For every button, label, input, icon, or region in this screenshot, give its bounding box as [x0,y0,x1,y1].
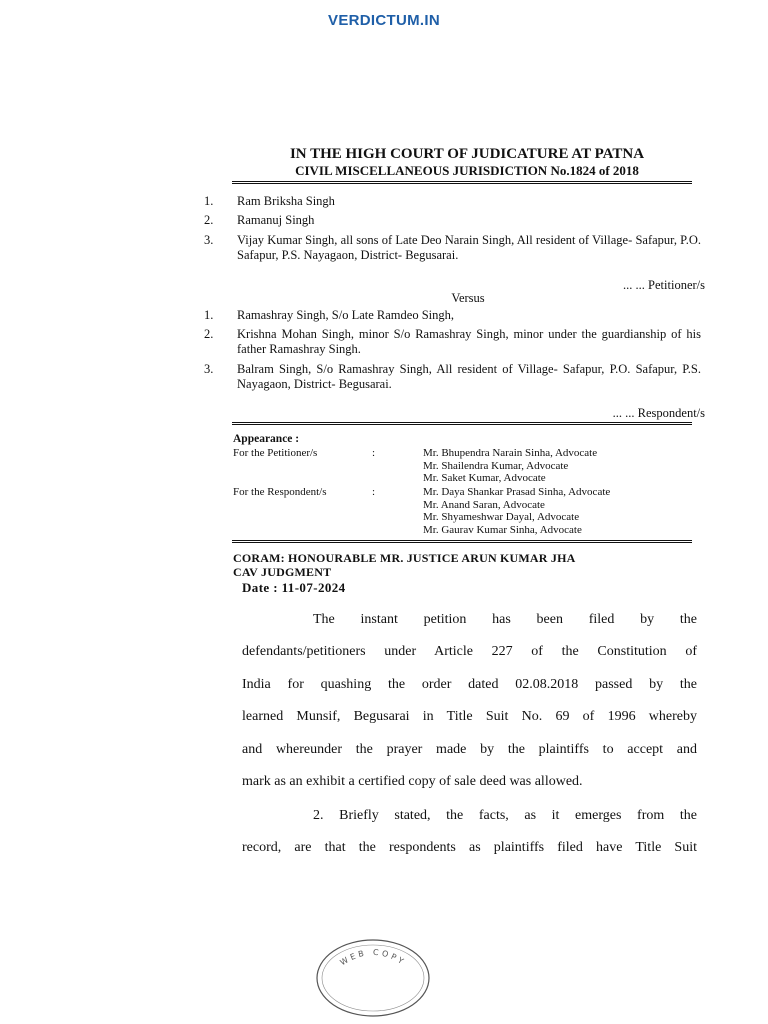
respondent-role: ... ... Respondent/s [612,406,705,420]
stamp-seal-icon [314,934,432,1018]
stamp-text: WEB COPY [338,947,408,968]
petitioner-role: ... ... Petitioner/s [623,278,705,292]
petitioner-number: 2. [204,213,214,227]
paragraph-line: learned Munsif, Begusarai in Title Suit No. 69 of 1996 whereby [242,709,697,725]
respondent-item [204,327,704,357]
advocate-name: Mr. Shailendra Kumar, Advocate [423,459,569,472]
petitioner-item [204,194,704,209]
petitioner-advocates [423,447,597,485]
petitioner-counsel-label: For the Petitioner/s [233,447,318,459]
advocate-name: Mr. Daya Shankar Prasad Sinha, Advocate [423,486,611,498]
respondent-number: 3. [204,362,214,376]
petitioner-item [204,233,704,263]
advocate-name: Mr. Shyameshwar Dayal, Advocate [423,511,580,524]
respondent-number: 2. [204,327,214,341]
site-name: VERDICTUM.IN [328,12,440,29]
colon-separator: : [372,486,376,498]
court-title: IN THE HIGH COURT OF JUDICATURE AT PATNA [289,146,645,162]
appearance-heading: Appearance : [233,433,300,445]
advocate-name: Mr. Anand Saran, Advocate [423,498,545,511]
petitioner-name: Ramanuj Singh [237,213,315,227]
coram: CORAM: HONOURABLE MR. JUSTICE ARUN KUMAR JHA [233,551,576,565]
respondent-item [204,308,704,323]
petitioner-name: Vijay Kumar Singh, all sons of Late Deo Narain Singh, All resident of Village- Safapur, P.O. Safapur, P.S. Nayagaon, District- Begusarai. [237,233,701,262]
paragraph-line: The instant petition has been filed by the [313,612,697,627]
respondent-name: Balram Singh, S/o Ramashray Singh, All resident of Village- Safapur, P.O. Safapur, P.S. Nayagaon, District- Begusarai. [237,362,701,391]
web-copy-stamp [314,934,432,1018]
respondent-item [204,362,704,392]
petitioner-number: 1. [204,194,214,208]
versus-label: Versus [451,291,485,305]
respondent-number: 1. [204,308,214,322]
advocate-name: Mr. Saket Kumar, Advocate [423,472,546,485]
respondent-advocates [423,486,610,537]
case-title: CIVIL MISCELLANEOUS JURISDICTION No.1824 of 2018 [295,163,639,178]
judgment-paragraph-2 [242,800,697,865]
paragraph-line: mark as an exhibit a certified copy of sale deed was allowed. [242,774,583,790]
colon-separator: : [372,447,376,459]
divider [232,181,692,184]
judgment-date: Date : 11-07-2024 [242,580,346,595]
petitioner-name: Ram Briksha Singh [237,194,335,208]
paragraph-line: and whereunder the prayer made by the plaintiffs to accept and [242,741,697,757]
paragraph-line: 2. Briefly stated, the facts, as it emerges from the [313,808,697,823]
paragraph-line: defendants/petitioners under Article 227 of the Constitution of [242,644,697,660]
advocate-name: Mr. Bhupendra Narain Sinha, Advocate [423,447,598,459]
petitioner-item [204,213,704,228]
divider [232,422,692,425]
divider [232,540,692,543]
respondent-name: Krishna Mohan Singh, minor S/o Ramashray Singh, minor under the guardianship of his father Ramashray Singh. [237,327,701,356]
svg-text:WEB COPY [339,948,408,968]
respondent-name: Ramashray Singh, S/o Late Ramdeo Singh, [237,308,454,322]
judgment-type: CAV JUDGMENT [233,565,332,579]
advocate-name: Mr. Gaurav Kumar Sinha, Advocate [423,524,582,537]
judgment-paragraph-1 [242,604,697,798]
paragraph-line: India for quashing the order dated 02.08.2018 passed by the [242,676,697,692]
petitioner-number: 3. [204,233,214,247]
paragraph-line: record, are that the respondents as plaintiffs filed have Title Suit [242,840,697,856]
respondent-counsel-label: For the Respondent/s [233,486,327,498]
